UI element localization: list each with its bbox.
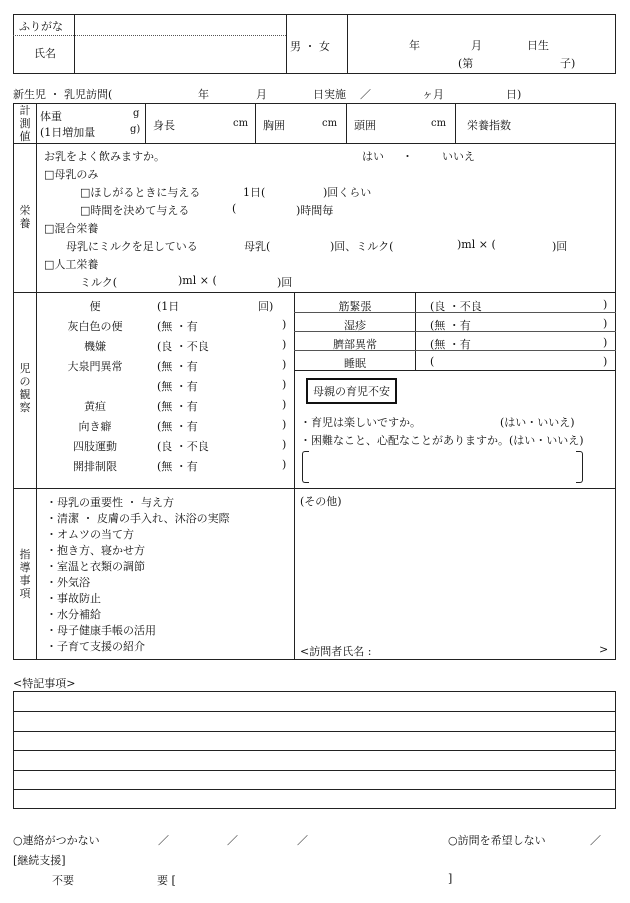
observation-item-close: ) bbox=[282, 438, 287, 451]
observation-item-name: 向き癖 bbox=[78, 420, 112, 433]
guidance-label: 指導事項 bbox=[19, 548, 31, 600]
observation-item-value[interactable]: (良 ・不良 bbox=[157, 340, 209, 353]
nutrition-index-label: 栄養指数 bbox=[467, 119, 511, 132]
breast-only-checkbox[interactable]: □母乳のみ bbox=[44, 168, 99, 181]
formula-checkbox[interactable]: □人工栄養 bbox=[44, 258, 99, 271]
guidance-item[interactable]: ・抱き方、寝かせ方 bbox=[46, 544, 145, 557]
guidance-mid-line bbox=[294, 488, 295, 660]
no-contact-slash-2: ／ bbox=[227, 834, 238, 847]
weight-gain-unit: g) bbox=[130, 124, 141, 135]
on-demand-checkbox[interactable]: □ほしがるときに与える bbox=[80, 186, 201, 199]
measure-vline-3 bbox=[346, 103, 347, 143]
observation-item-close: ) bbox=[282, 418, 287, 431]
observation-right-item-value[interactable]: (無 ・有 bbox=[430, 338, 471, 351]
measure-bottom bbox=[13, 143, 616, 144]
observation-item-name: 大泉門異常 bbox=[67, 360, 123, 373]
observation-item-value[interactable]: (無 ・有 bbox=[157, 380, 198, 393]
support-not-needed[interactable]: 不要 bbox=[52, 874, 74, 887]
label-column-line bbox=[36, 103, 37, 660]
per-day-label: 1日( bbox=[243, 186, 266, 199]
observation-item-close: ) bbox=[282, 458, 287, 471]
notes-line-5 bbox=[13, 789, 616, 790]
observation-right-item-name: 筋緊張 bbox=[338, 300, 372, 313]
weight-unit: g bbox=[133, 108, 140, 119]
height-unit: cm bbox=[233, 118, 249, 129]
observation-item-close: ) bbox=[282, 358, 287, 371]
no-contact-option[interactable]: ○連絡がつかない bbox=[13, 834, 100, 847]
observation-item-value[interactable]: (無 ・有 bbox=[157, 400, 198, 413]
notes-line-4 bbox=[13, 770, 616, 771]
header-vline-3 bbox=[347, 14, 348, 74]
anxiety-answer-1[interactable]: (はい・いいえ) bbox=[500, 416, 575, 429]
sex-selector[interactable]: 男 ・ 女 bbox=[290, 40, 330, 53]
header-vline-2 bbox=[286, 14, 287, 74]
guidance-item[interactable]: ・外気浴 bbox=[46, 576, 90, 589]
observation-item-value[interactable]: (1日 bbox=[157, 300, 180, 313]
observation-item-close: ) bbox=[282, 318, 287, 331]
parent-anxiety-box: 母親の育児不安 bbox=[306, 378, 397, 404]
chest-unit: cm bbox=[322, 118, 338, 129]
observation-right-item-close: ) bbox=[603, 336, 608, 349]
mixed-ml-label: )ml × ( bbox=[457, 238, 496, 251]
observation-item-close: ) bbox=[282, 338, 287, 351]
no-contact-slash-1: ／ bbox=[158, 834, 169, 847]
weight-label: 体重 bbox=[40, 110, 62, 123]
name-input[interactable] bbox=[75, 15, 285, 73]
guidance-item[interactable]: ・室温と衣類の調節 bbox=[46, 560, 145, 573]
notes-line-1 bbox=[13, 711, 616, 712]
observation-right-item-close: ) bbox=[603, 317, 608, 330]
times-about-label: )回くらい bbox=[323, 186, 372, 199]
observation-item-value[interactable]: (無 ・有 bbox=[157, 420, 198, 433]
nutrition-label: 栄養 bbox=[19, 204, 31, 230]
measure-vline-4 bbox=[455, 103, 456, 143]
nutrition-bottom bbox=[13, 292, 616, 293]
observation-right-item-close: ) bbox=[603, 355, 608, 368]
birth-order-open: (第 bbox=[458, 57, 474, 70]
visit-month: 月 bbox=[256, 88, 267, 101]
head-unit: cm bbox=[431, 118, 447, 129]
formula-ml-label: )ml × ( bbox=[178, 274, 217, 287]
name-label: 氏名 bbox=[34, 47, 56, 60]
visitor-name-label: <訪問者氏名 : bbox=[300, 645, 372, 658]
feeding-question: お乳をよく飲みますか。 bbox=[44, 150, 165, 163]
observation-bottom bbox=[13, 488, 616, 489]
visit-slash: ／ bbox=[360, 88, 371, 101]
observation-item-value[interactable]: (良 ・不良 bbox=[157, 440, 209, 453]
scheduled-open: ( bbox=[232, 202, 237, 215]
guidance-item[interactable]: ・オムツの当て方 bbox=[46, 528, 134, 541]
mixed-milk-label: )回、ミルク( bbox=[330, 240, 394, 253]
observation-item-name: 四肢運動 bbox=[73, 440, 117, 453]
observation-right-item-close: ) bbox=[603, 298, 608, 311]
support-needed[interactable]: 要 [ bbox=[157, 874, 176, 887]
observation-item-name: 黄疸 bbox=[84, 400, 106, 413]
birth-order-close: 子) bbox=[560, 57, 576, 70]
every-hours-label: )時間毎 bbox=[296, 204, 334, 217]
visit-age-day: 日) bbox=[506, 88, 522, 101]
chest-label: 胸囲 bbox=[263, 119, 285, 132]
no-visit-slash: ／ bbox=[590, 834, 601, 847]
head-label: 頭囲 bbox=[354, 119, 376, 132]
mixed-description: 母乳にミルクを足している bbox=[66, 240, 198, 253]
mixed-checkbox[interactable]: □混合栄養 bbox=[44, 222, 99, 235]
guidance-item[interactable]: ・水分補給 bbox=[46, 608, 101, 621]
visit-day: 日実施 bbox=[313, 88, 346, 101]
observation-item-close: 回) bbox=[258, 300, 274, 313]
guidance-item[interactable]: ・母子健康手帳の活用 bbox=[46, 624, 156, 637]
observation-item-name: 灰白色の便 bbox=[67, 320, 123, 333]
furigana-label: ふりがな bbox=[19, 20, 63, 33]
observation-item-close: ) bbox=[282, 398, 287, 411]
observation-item-value[interactable]: (無 ・有 bbox=[157, 360, 198, 373]
no-visit-option[interactable]: ○訪問を希望しない bbox=[448, 834, 546, 847]
notes-line-2 bbox=[13, 731, 616, 732]
guidance-item[interactable]: ・清潔 ・ 皮膚の手入れ、沐浴の実際 bbox=[46, 512, 230, 525]
weight-gain-label: (1日増加量 bbox=[40, 126, 96, 139]
height-label: 身長 bbox=[153, 119, 175, 132]
visit-title: 新生児 ・ 乳児訪問( bbox=[13, 88, 113, 101]
anxiety-notes-input[interactable] bbox=[310, 452, 574, 480]
visitor-name-close: > bbox=[599, 643, 609, 656]
observation-item-close: ) bbox=[282, 378, 287, 391]
observation-item-name: 機嫌 bbox=[84, 340, 106, 353]
observation-item-value[interactable]: (無 ・有 bbox=[157, 460, 198, 473]
measure-vline-1 bbox=[145, 103, 146, 143]
observation-right-item-name: 睡眠 bbox=[344, 357, 366, 370]
observation-item-name: 開排制限 bbox=[73, 460, 117, 473]
anxiety-question-1: ・育児は楽しいですか。 bbox=[300, 416, 421, 429]
observation-right-item-value[interactable]: (無 ・有 bbox=[430, 319, 471, 332]
measure-vline-2 bbox=[255, 103, 256, 143]
breast-count-label: 母乳( bbox=[244, 240, 271, 253]
observation-right-item-name: 臍部異常 bbox=[333, 338, 377, 351]
guidance-item[interactable]: ・子育て支援の紹介 bbox=[46, 640, 145, 653]
continued-support-label: [継続支援] bbox=[13, 854, 66, 867]
feeding-yes[interactable]: はい bbox=[362, 150, 384, 163]
no-contact-slash-3: ／ bbox=[297, 834, 308, 847]
feeding-no[interactable]: いいえ bbox=[442, 150, 475, 163]
formula-milk-label: ミルク( bbox=[80, 276, 118, 289]
birth-day: 日生 bbox=[527, 39, 549, 52]
visit-year: 年 bbox=[198, 88, 209, 101]
notes-line-3 bbox=[13, 750, 616, 751]
anxiety-bracket-right bbox=[576, 451, 583, 483]
mixed-times-label: )回 bbox=[552, 240, 568, 253]
birth-month: 月 bbox=[471, 39, 482, 52]
observation-right-item-value[interactable]: ( bbox=[430, 355, 435, 368]
guidance-item[interactable]: ・事故防止 bbox=[46, 592, 101, 605]
formula-times-label: )回 bbox=[277, 276, 293, 289]
visit-age-month: ヶ月 bbox=[422, 88, 444, 101]
support-needed-close: ] bbox=[448, 872, 453, 885]
anxiety-question-2[interactable]: ・困難なこと、心配なことがありますか。(はい・いいえ) bbox=[300, 434, 584, 447]
measure-label: 計測値 bbox=[19, 104, 31, 143]
observation-item-name: 便 bbox=[89, 300, 101, 313]
observation-mid-line bbox=[294, 292, 295, 488]
special-notes-title: <特記事項> bbox=[13, 677, 76, 690]
feeding-dot: ・ bbox=[402, 150, 413, 163]
birth-year: 年 bbox=[409, 39, 420, 52]
anxiety-bracket-left bbox=[302, 451, 309, 483]
scheduled-checkbox[interactable]: □時間を決めて与える bbox=[80, 204, 190, 217]
observation-right-item-value[interactable]: (良 ・不良 bbox=[430, 300, 482, 313]
guidance-other: (その他) bbox=[300, 495, 342, 508]
observation-item-value[interactable]: (無 ・有 bbox=[157, 320, 198, 333]
observation-label: 児の観察 bbox=[19, 362, 31, 414]
observation-right-item-name: 湿疹 bbox=[344, 319, 366, 332]
guidance-item[interactable]: ・母乳の重要性 ・ 与え方 bbox=[46, 496, 174, 509]
